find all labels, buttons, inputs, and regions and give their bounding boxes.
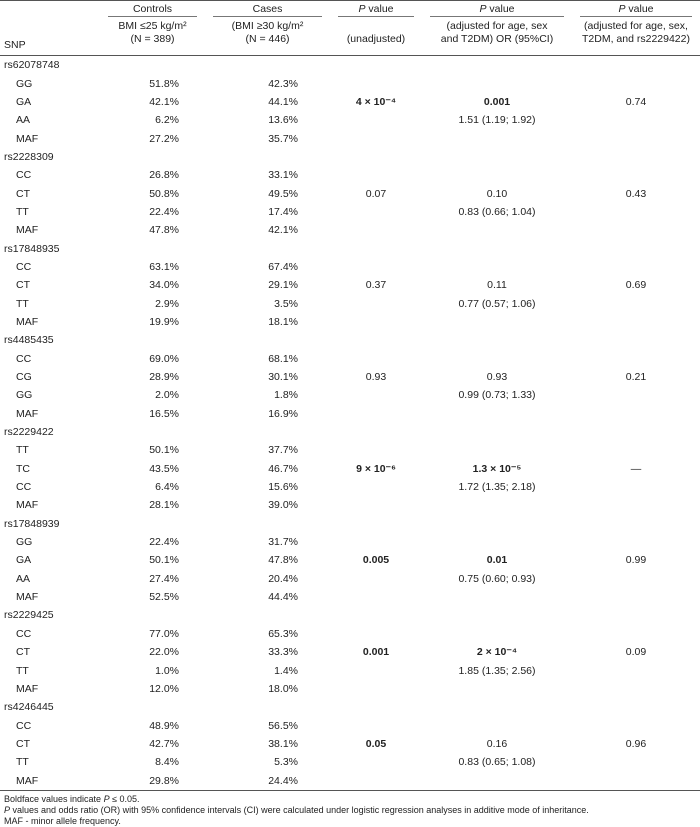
p-adjusted-or: [422, 221, 572, 239]
controls-n: (N = 389): [130, 33, 175, 45]
p-unadjusted: [330, 496, 422, 514]
header-p3-sub: [572, 18, 700, 56]
p-unadjusted: 0.93: [365, 371, 387, 384]
controls-value: 69.0%: [149, 352, 179, 365]
p-adjusted-or: [422, 625, 572, 643]
footnote-method: P values and odds ratio (OR) with 95% confidence intervals (CI) were calculated under logistic regression analyses in additive mode of inheritance.: [4, 804, 589, 815]
genotype-label: CG: [16, 371, 32, 384]
genotype-label: MAF: [16, 682, 39, 695]
genotype-label: AA: [16, 572, 31, 585]
controls-value: 50.8%: [149, 187, 179, 200]
cases-value: 20.4%: [268, 572, 298, 585]
p-unadjusted: [330, 570, 422, 588]
p-unadjusted: [330, 441, 422, 459]
p-unadjusted: [330, 129, 422, 147]
cases-value: 35.7%: [268, 132, 298, 145]
genotype-label: CT: [16, 279, 30, 292]
p-adjusted-rs2229422: [572, 405, 700, 423]
p-unadjusted: [330, 111, 422, 129]
header-pvalue-unadjusted: [330, 1, 422, 19]
snp-id: rs4246445: [4, 701, 54, 714]
snp-header-row: [0, 331, 700, 349]
controls-value: 2.0%: [155, 389, 179, 402]
genotype-label: CC: [16, 352, 32, 365]
cases-value: 3.5%: [274, 297, 298, 310]
footnote-maf: MAF - minor allele frequency.: [4, 815, 121, 826]
cases-value: 68.1%: [268, 352, 298, 365]
genotype-label: TT: [16, 205, 29, 218]
p2-sub-line2: and T2DM) OR (95%CI): [440, 33, 554, 45]
genotype-row: [0, 386, 700, 404]
snp-header-row: [0, 56, 700, 75]
p-adjusted-rs2229422: 0.74: [625, 95, 647, 108]
p-adjusted-or: 0.77 (0.57; 1.06): [458, 297, 536, 310]
genotype-row: [0, 313, 700, 331]
genotype-label: CC: [16, 627, 32, 640]
genotype-row: [0, 771, 700, 790]
controls-value: 6.2%: [155, 114, 179, 127]
p-unadjusted: [330, 588, 422, 606]
header-p2-sub: [422, 18, 572, 56]
p-adjusted-or: 0.001: [483, 95, 511, 108]
genotype-label: GG: [16, 77, 33, 90]
p-unadjusted: [330, 313, 422, 331]
cases-value: 1.8%: [274, 389, 298, 402]
controls-value: 12.0%: [149, 682, 179, 695]
controls-value: 22.0%: [149, 646, 179, 659]
cases-value: 18.1%: [268, 315, 298, 328]
p-unadjusted: [330, 625, 422, 643]
p1-sub-label: (unadjusted): [346, 33, 406, 45]
cases-value: 16.9%: [268, 407, 298, 420]
cases-n: (N = 446): [245, 33, 290, 45]
table-footnotes: [0, 791, 700, 827]
controls-value: 28.9%: [149, 371, 179, 384]
snp-id: rs2229425: [4, 609, 54, 622]
controls-value: 50.1%: [149, 444, 179, 457]
genotype-label: GA: [16, 554, 32, 567]
footnote-boldface: Boldface values indicate P ≤ 0.05.: [4, 793, 140, 804]
controls-value: 42.7%: [149, 737, 179, 750]
genotype-label: MAF: [16, 499, 39, 512]
controls-bmi: BMI ≤25 kg/m²: [118, 20, 187, 32]
genotype-label: TT: [16, 756, 29, 769]
genotype-row: [0, 625, 700, 643]
genotype-row: [0, 753, 700, 771]
p-unadjusted: [330, 716, 422, 734]
genotype-row: [0, 350, 700, 368]
genotype-row: [0, 533, 700, 551]
snp-id: rs17848939: [4, 517, 60, 530]
cases-value: 18.0%: [268, 682, 298, 695]
p-adjusted-rs2229422: [572, 588, 700, 606]
genotype-row: [0, 276, 700, 294]
p-unadjusted: 4 × 10⁻⁴: [355, 95, 397, 108]
genotype-row: [0, 460, 700, 478]
controls-value: 34.0%: [149, 279, 179, 292]
p-unadjusted: [330, 350, 422, 368]
genotype-label: MAF: [0, 771, 100, 790]
header-p1-sub: [330, 18, 422, 56]
snp-header-row: [0, 515, 700, 533]
p-adjusted-rs2229422: [572, 441, 700, 459]
genotype-label: TT: [16, 297, 29, 310]
p-adjusted-or: [422, 680, 572, 698]
p-adjusted-or: [422, 74, 572, 92]
genotype-row: [0, 570, 700, 588]
snp-id: rs2228309: [4, 150, 54, 163]
controls-value: 2.9%: [155, 297, 179, 310]
genotype-label: CT: [16, 646, 30, 659]
snp-header-row: [0, 606, 700, 624]
p-adjusted-or: 0.99 (0.73; 1.33): [458, 389, 536, 402]
genotype-label: GA: [16, 95, 32, 108]
p-adjusted-or: [422, 716, 572, 734]
genotype-row: [0, 129, 700, 147]
genotype-row: [0, 203, 700, 221]
p-adjusted-or: [422, 533, 572, 551]
p-adjusted-or: [422, 350, 572, 368]
cases-value: 17.4%: [268, 205, 298, 218]
p-unadjusted: [330, 771, 422, 790]
p-adjusted-or: 0.83 (0.66; 1.04): [458, 205, 536, 218]
p-unadjusted: [330, 74, 422, 92]
genotype-label: MAF: [16, 591, 39, 604]
controls-value: 27.2%: [149, 132, 179, 145]
p-unadjusted: [330, 221, 422, 239]
controls-value: 22.4%: [149, 205, 179, 218]
genotype-label: CC: [16, 169, 32, 182]
genotype-label: CC: [16, 260, 32, 273]
p2-sub-line1: (adjusted for age, sex: [446, 20, 548, 32]
controls-value: 1.0%: [155, 664, 179, 677]
snp-header-row: [0, 423, 700, 441]
p-adjusted-or: 0.10: [486, 187, 508, 200]
p-adjusted-or: [422, 771, 572, 790]
p-adjusted-or: 0.75 (0.60; 0.93): [458, 572, 536, 585]
cases-value: 67.4%: [268, 260, 298, 273]
controls-value: 77.0%: [149, 627, 179, 640]
p-adjusted-rs2229422: —: [630, 462, 642, 475]
controls-value: 22.4%: [149, 536, 179, 549]
p-adjusted-rs2229422: [572, 533, 700, 551]
controls-value: 8.4%: [155, 756, 179, 769]
p-adjusted-or: 2 × 10⁻⁴: [476, 646, 518, 659]
p-adjusted-or: 0.83 (0.65; 1.08): [458, 756, 536, 769]
genotype-label: MAF: [16, 132, 39, 145]
genotype-row: [0, 93, 700, 111]
p-unadjusted: 0.05: [365, 737, 387, 750]
controls-value: 63.1%: [149, 260, 179, 273]
genotype-label: CT: [16, 187, 30, 200]
cases-value: 56.5%: [268, 719, 298, 732]
p3-sub-line1: (adjusted for age, sex,: [584, 20, 688, 32]
p-unadjusted: [330, 405, 422, 423]
cases-value: 42.3%: [268, 77, 298, 90]
genotype-label: GG: [16, 389, 33, 402]
genotype-label: TT: [16, 444, 29, 457]
cases-value: 47.8%: [268, 554, 298, 567]
snp-id: rs2229422: [4, 426, 54, 439]
p-adjusted-or: [422, 313, 572, 331]
controls-value: 6.4%: [155, 481, 179, 494]
controls-value: 52.5%: [149, 591, 179, 604]
genotype-row: [0, 166, 700, 184]
header-controls-sub: [100, 18, 205, 56]
cases-value: 1.4%: [274, 664, 298, 677]
p-adjusted-or: 1.72 (1.35; 2.18): [458, 481, 536, 494]
cases-value: 44.1%: [268, 95, 298, 108]
p-unadjusted: [330, 478, 422, 496]
p-unadjusted: 0.001: [362, 646, 390, 659]
cases-value: 39.0%: [268, 499, 298, 512]
controls-value: 28.1%: [149, 499, 179, 512]
header-group-row: [0, 1, 700, 19]
p-adjusted-rs2229422: [572, 166, 700, 184]
p3-sub-line2: T2DM, and rs2229422): [582, 33, 690, 45]
p-adjusted-rs2229422: [572, 716, 700, 734]
cases-value: 38.1%: [268, 737, 298, 750]
p-adjusted-rs2229422: [572, 313, 700, 331]
snp-header-row: [0, 239, 700, 257]
pvalue-header-label: P value: [338, 3, 414, 17]
p-unadjusted: [330, 680, 422, 698]
controls-value: 16.5%: [149, 407, 179, 420]
genotype-label: GG: [16, 536, 33, 549]
p-adjusted-rs2229422: 0.96: [625, 737, 647, 750]
genotype-row: [0, 405, 700, 423]
p-adjusted-or: 0.11: [487, 279, 507, 292]
cases-value: 49.5%: [268, 187, 298, 200]
genotype-row: [0, 258, 700, 276]
header-cases-sub: [205, 18, 330, 56]
cases-value: 15.6%: [268, 481, 298, 494]
genotype-label: MAF: [16, 224, 39, 237]
cases-value: 44.4%: [268, 591, 298, 604]
p-adjusted-or: 0.93: [486, 371, 508, 384]
p-adjusted-or: [422, 166, 572, 184]
cases-value: 33.1%: [268, 169, 298, 182]
p-adjusted-rs2229422: 0.43: [625, 187, 647, 200]
p-unadjusted: [330, 753, 422, 771]
snp-id: rs62078748: [4, 59, 60, 72]
p-unadjusted: [330, 203, 422, 221]
controls-value: 42.1%: [149, 95, 179, 108]
pvalue-header-label: P value: [430, 3, 564, 17]
p-adjusted-rs2229422: [572, 129, 700, 147]
cases-value: 29.1%: [268, 279, 298, 292]
p-unadjusted: 0.37: [365, 279, 387, 292]
p-unadjusted: [330, 258, 422, 276]
genotype-row: [0, 735, 700, 753]
p-adjusted-rs2229422: 0.09: [625, 646, 647, 659]
genotype-row: [0, 551, 700, 569]
controls-value: 47.8%: [149, 224, 179, 237]
p-adjusted-or: [422, 405, 572, 423]
p-adjusted-rs2229422: [572, 350, 700, 368]
p-adjusted-or: [422, 496, 572, 514]
p-adjusted-or: 0.01: [486, 554, 508, 567]
genotype-label: TC: [16, 462, 30, 475]
genotype-label: CT: [16, 737, 30, 750]
genotype-row: [0, 221, 700, 239]
genotype-label: CC: [16, 481, 32, 494]
cases-value: 5.3%: [274, 756, 298, 769]
cases-value: 42.1%: [268, 224, 298, 237]
cases-value: 13.6%: [268, 114, 298, 127]
snp-id: rs4485435: [4, 334, 54, 347]
p-adjusted-rs2229422: [572, 221, 700, 239]
genotype-label: TT: [16, 664, 29, 677]
p-adjusted-rs2229422: 0.21: [625, 371, 647, 384]
p-unadjusted: [330, 166, 422, 184]
genotype-label: CC: [16, 719, 32, 732]
genotype-row: [0, 368, 700, 386]
p-adjusted-or: 1.85 (1.35; 2.56): [458, 664, 536, 677]
p-unadjusted: 9 × 10⁻⁶: [356, 462, 396, 475]
snp-header-row: [0, 698, 700, 716]
genotype-row: [0, 184, 700, 202]
p-adjusted-rs2229422: [572, 753, 700, 771]
p-adjusted-rs2229422: [572, 294, 700, 312]
p-unadjusted: [330, 294, 422, 312]
genotype-row: [0, 643, 700, 661]
genotype-label: MAF: [16, 315, 39, 328]
p-adjusted-or: [422, 441, 572, 459]
p-unadjusted: [330, 386, 422, 404]
p-unadjusted: 0.005: [362, 554, 390, 567]
p-adjusted-rs2229422: [572, 203, 700, 221]
cases-value: 31.7%: [268, 536, 298, 549]
controls-value: 48.9%: [149, 719, 179, 732]
controls-value: 29.8%: [100, 771, 205, 790]
header-snp: SNP: [0, 18, 100, 56]
header-pvalue-adjusted-rs2229422: [572, 1, 700, 19]
pvalue-header-label: P value: [580, 3, 692, 17]
p-adjusted-or: 1.3 × 10⁻⁵: [472, 462, 522, 475]
cases-value: 30.1%: [268, 371, 298, 384]
snp-header-row: [0, 148, 700, 166]
p-adjusted-rs2229422: 0.69: [625, 279, 647, 292]
genotype-row: [0, 661, 700, 679]
header-sub-row: [0, 18, 700, 56]
header-controls: [100, 1, 205, 19]
snp-id: rs17848935: [4, 242, 60, 255]
cases-value: 33.3%: [268, 646, 298, 659]
genotype-row: [0, 716, 700, 734]
controls-value: 26.8%: [149, 169, 179, 182]
genotype-label: AA: [16, 114, 31, 127]
genotype-row: [0, 496, 700, 514]
controls-value: 51.8%: [149, 77, 179, 90]
p-adjusted-or: 1.51 (1.19; 1.92): [458, 114, 536, 127]
p-adjusted-rs2229422: [572, 680, 700, 698]
header-empty: [0, 1, 100, 19]
controls-value: 27.4%: [149, 572, 179, 585]
p-adjusted-rs2229422: [572, 386, 700, 404]
p-adjusted-or: 0.16: [486, 737, 508, 750]
table-header: [0, 1, 700, 56]
cases-value: 65.3%: [268, 627, 298, 640]
p-adjusted-rs2229422: [572, 625, 700, 643]
table-body: [0, 56, 700, 791]
p-adjusted-or: [422, 588, 572, 606]
cases-value: 24.4%: [205, 771, 330, 790]
genotype-row: [0, 294, 700, 312]
p-adjusted-rs2229422: [572, 496, 700, 514]
p-adjusted-rs2229422: [572, 478, 700, 496]
header-pvalue-adjusted: [422, 1, 572, 19]
p-unadjusted: [330, 533, 422, 551]
p-adjusted-rs2229422: 0.99: [625, 554, 647, 567]
cases-value: 37.7%: [268, 444, 298, 457]
p-adjusted-or: [422, 258, 572, 276]
controls-value: 50.1%: [149, 554, 179, 567]
header-cases: [205, 1, 330, 19]
cases-bmi: (BMI ≥30 kg/m²: [231, 20, 304, 32]
p-unadjusted: 0.07: [365, 187, 387, 200]
p-adjusted-rs2229422: [572, 74, 700, 92]
p-adjusted-rs2229422: [572, 111, 700, 129]
genotype-row: [0, 478, 700, 496]
header-cases-label: Cases: [213, 3, 322, 17]
p-adjusted-rs2229422: [572, 771, 700, 790]
genotype-label: MAF: [16, 407, 39, 420]
cases-value: 46.7%: [268, 462, 298, 475]
genotype-row: [0, 588, 700, 606]
controls-value: 19.9%: [149, 315, 179, 328]
p-adjusted-rs2229422: [572, 661, 700, 679]
p-adjusted-rs2229422: [572, 570, 700, 588]
genotype-row: [0, 111, 700, 129]
genotype-row: [0, 441, 700, 459]
genotype-row: [0, 680, 700, 698]
genotype-row: [0, 74, 700, 92]
p-adjusted-or: [422, 129, 572, 147]
p-adjusted-rs2229422: [572, 258, 700, 276]
controls-value: 43.5%: [149, 462, 179, 475]
p-unadjusted: [330, 661, 422, 679]
header-controls-label: Controls: [108, 3, 197, 17]
